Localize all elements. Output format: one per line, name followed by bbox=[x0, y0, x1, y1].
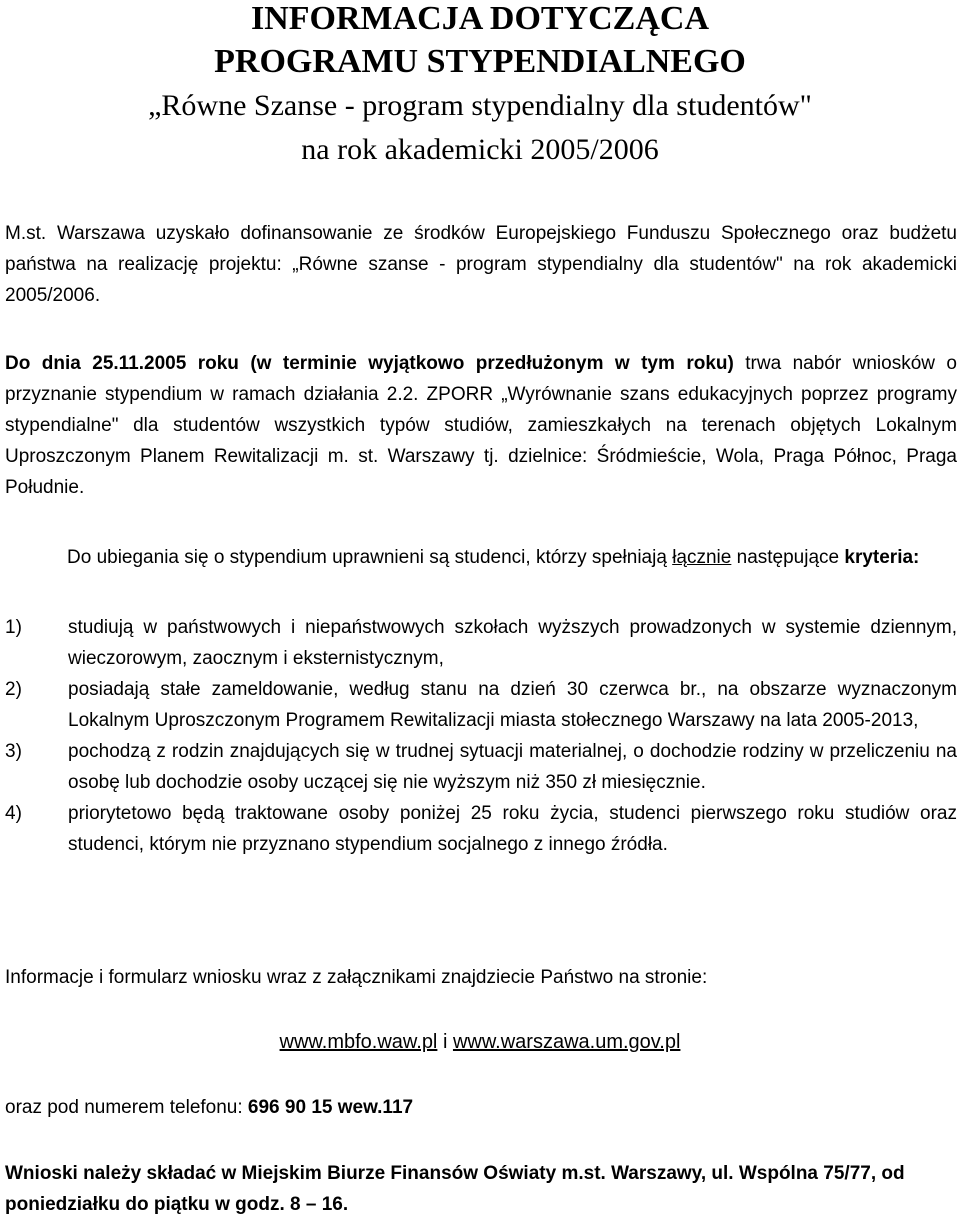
phone-label: oraz pod numerem telefonu: bbox=[5, 1097, 248, 1118]
criteria-list bbox=[5, 612, 957, 860]
criteria-item-text: priorytetowo będą traktowane osoby poniżej 25 roku życia, studenci pierwszego roku studiów oraz studenci, którym nie przyznano stypendium socjalnego z innego źródła. bbox=[68, 803, 957, 855]
title-line-2: PROGRAMU STYPENDIALNEGO bbox=[214, 43, 746, 80]
title-line-4: na rok akademicki 2005/2006 bbox=[301, 133, 659, 166]
deadline-bold: Do dnia 25.11.2005 roku (w terminie wyjątkowo przedłużonym w tym roku) bbox=[5, 353, 734, 374]
criteria-intro-underlined: łącznie bbox=[672, 547, 732, 568]
criteria-item bbox=[5, 736, 957, 798]
deadline-rest: trwa nabór wniosków o przyznanie stypendium w ramach działania 2.2. ZPORR „Wyrównanie szans edukacyjnych poprzez programy stypendialne" dla studentów wszystkich typów studiów, zamieszkałych na terenach objętych Lokalnym Uproszczonym Planem Rewitalizacji m. st. Warszawy tj. dzielnice: Śródmieście, Wola, Praga Północ, Praga Południe. bbox=[5, 353, 957, 498]
criteria-item-number: 1) bbox=[5, 617, 22, 638]
criteria-item bbox=[5, 612, 957, 674]
criteria-item bbox=[5, 674, 957, 736]
criteria-intro-a: Do ubiegania się o stypendium uprawnieni są studenci, którzy spełniają bbox=[67, 547, 673, 568]
phone-number: 696 90 15 wew.117 bbox=[247, 1097, 414, 1118]
criteria-item-text: pochodzą z rodzin znajdujących się w trudnej sytuacji materialnej, o dochodzie rodziny w przeliczeniu na osobę lub dochodzie osoby uczącej się nie wyższym niż 350 zł miesięcznie. bbox=[68, 741, 957, 793]
links-separator: i bbox=[437, 1031, 453, 1053]
title-line-3: „Równe Szanse - program stypendialny dla studentów" bbox=[148, 89, 812, 122]
link-warszawa[interactable]: www.warszawa.um.gov.pl bbox=[452, 1031, 681, 1053]
links-line bbox=[0, 1031, 960, 1054]
final-note: Wnioski należy składać w Miejskim Biurze Finansów Oświaty m.st. Warszawy, ul. Wspólna 75/77, od poniedziałku do piątku w godz. 8 – 16. bbox=[5, 1163, 905, 1215]
criteria-item-number: 2) bbox=[5, 679, 22, 700]
info-line: Informacje i formularz wniosku wraz z załącznikami znajdziecie Państwo na stronie: bbox=[5, 967, 708, 988]
criteria-intro bbox=[5, 542, 957, 573]
criteria-item-number: 4) bbox=[5, 803, 22, 824]
criteria-item bbox=[5, 798, 957, 860]
criteria-item-number: 3) bbox=[5, 741, 22, 762]
deadline-paragraph bbox=[5, 348, 957, 503]
criteria-intro-bold: kryteria: bbox=[844, 547, 920, 568]
criteria-item-text: posiadają stałe zameldowanie, według stanu na dzień 30 czerwca br., na obszarze wyznaczonym Lokalnym Uproszczonym Programem Rewitalizacji miasta stołecznego Warszawy na lata 2005-2013, bbox=[68, 679, 957, 731]
title-line-1: INFORMACJA DOTYCZĄCA bbox=[250, 0, 710, 37]
phone-line bbox=[5, 1097, 413, 1119]
criteria-item-text: studiują w państwowych i niepaństwowych szkołach wyższych prowadzonych w systemie dziennym, wieczorowym, zaocznym i eksternistycznym, bbox=[68, 617, 957, 669]
intro-paragraph: M.st. Warszawa uzyskało dofinansowanie ze środków Europejskiego Funduszu Społecznego oraz budżetu państwa na realizację projektu: „Równe szanse - program stypendialny dla studentów" na rok akademicki 2005/2006. bbox=[5, 223, 957, 306]
criteria-intro-b: następujące bbox=[731, 547, 845, 568]
link-mbfo[interactable]: www.mbfo.waw.pl bbox=[279, 1031, 438, 1053]
